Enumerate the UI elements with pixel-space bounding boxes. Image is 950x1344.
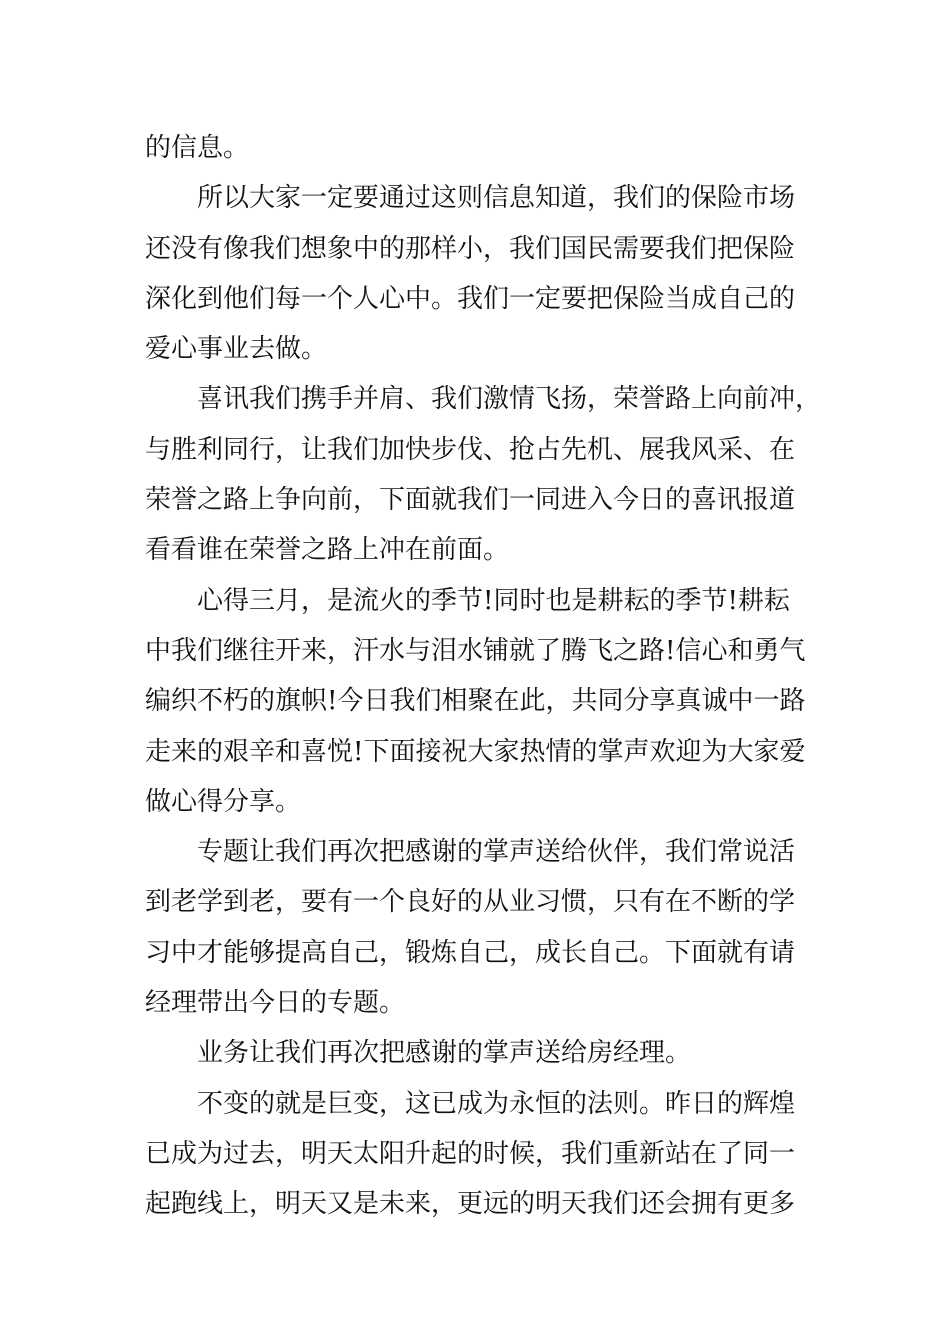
paragraph-line: 荣誉之路上争向前，下面就我们一同进入今日的喜讯报道 (145, 485, 796, 516)
paragraph-line: 心得三月，是流火的季节!同时也是耕耘的季节!耕耘 (197, 585, 790, 616)
document-body (145, 123, 822, 1230)
paragraph-line: 经理带出今日的专题。 (145, 988, 406, 1019)
paragraph-line: 走来的艰辛和喜悦!下面接祝大家热情的掌声欢迎为大家爱 (145, 736, 806, 767)
paragraph-line: 深化到他们每一个人心中。我们一定要把保险当成自己的 (145, 283, 796, 314)
paragraph-line: 所以大家一定要通过这则信息知道，我们的保险市场 (197, 183, 796, 214)
paragraph-line: 中我们继往开来，汗水与泪水铺就了腾飞之路!信心和勇气 (145, 635, 806, 666)
paragraph-line: 看看谁在荣誉之路上冲在前面。 (145, 535, 510, 566)
paragraph-line: 专题让我们再次把感谢的掌声送给伙伴，我们常说活 (197, 837, 796, 868)
paragraph-line: 爱心事业去做。 (145, 334, 328, 365)
paragraph-line: 习中才能够提高自己，锻炼自己，成长自己。下面就有请 (145, 937, 796, 968)
paragraph-line: 不变的就是巨变，这已成为永恒的法则。昨日的辉煌 (197, 1088, 796, 1119)
paragraph-line: 喜讯我们携手并肩、我们激情飞扬，荣誉路上向前冲， (197, 384, 822, 415)
paragraph-line: 起跑线上，明天又是未来，更远的明天我们还会拥有更多 (145, 1189, 796, 1220)
paragraph-line: 到老学到老，要有一个良好的从业习惯，只有在不断的学 (145, 887, 796, 918)
paragraph-line: 的信息。 (145, 133, 250, 163)
paragraph-line: 还没有像我们想象中的那样小，我们国民需要我们把保险 (145, 233, 796, 264)
paragraph-line: 编织不朽的旗帜!今日我们相聚在此，共同分享真诚中一路 (145, 686, 806, 717)
paragraph-line: 做心得分享。 (145, 786, 302, 817)
paragraph-line: 已成为过去，明天太阳升起的时候，我们重新站在了同一 (145, 1138, 796, 1169)
paragraph-line: 与胜利同行，让我们加快步伐、抢占先机、展我风采、在 (145, 434, 796, 465)
paragraph-line: 业务让我们再次把感谢的掌声送给房经理。 (197, 1038, 692, 1069)
